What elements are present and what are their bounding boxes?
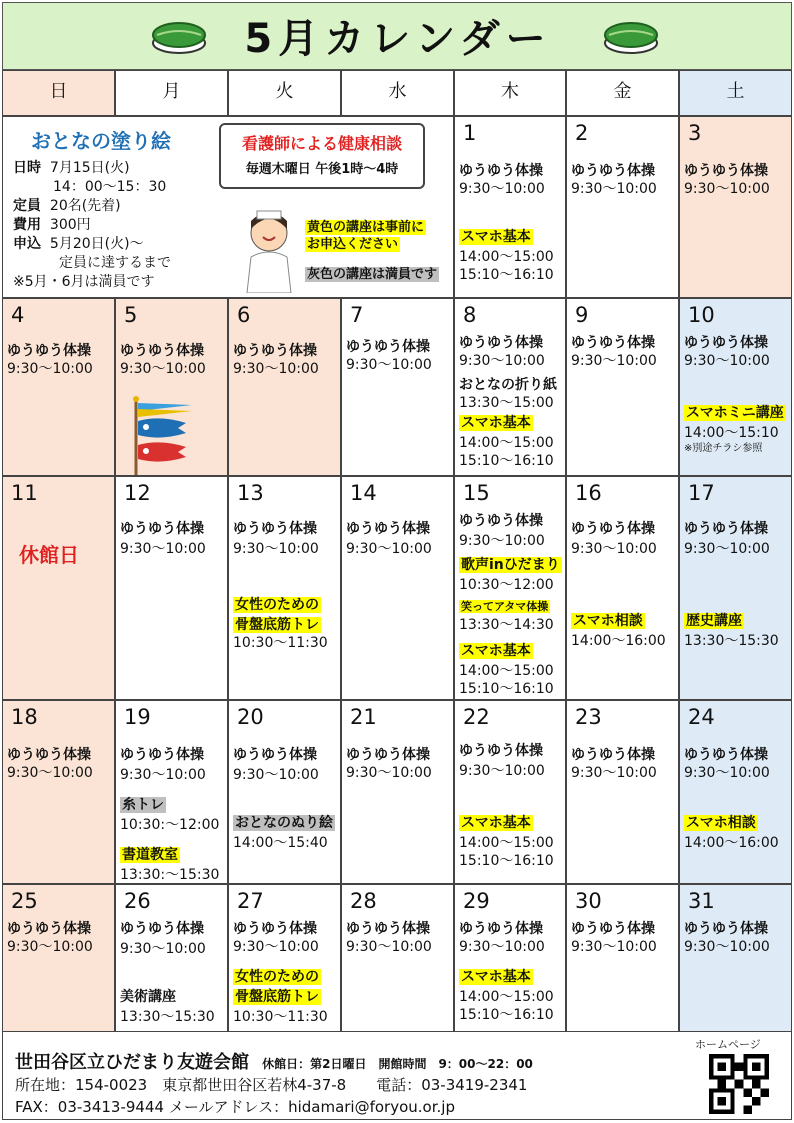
day-cell-15: [454, 476, 566, 700]
event-time: 13:30:～15:30: [120, 867, 220, 883]
event-name: ゆうゆう体操: [684, 747, 768, 763]
page-title: 5月カレンダー: [244, 16, 552, 62]
event-name: ゆうゆう体操: [459, 163, 543, 179]
day-cell-23: [566, 700, 679, 884]
footer: [2, 1032, 792, 1120]
day-number: 25: [11, 889, 38, 913]
event-time: 9:30～10:00: [346, 765, 432, 781]
coloring-title: おとなの塗り絵: [31, 129, 171, 153]
event-name: ゆうゆう体操: [120, 521, 204, 537]
event-name: スマホ相談: [573, 613, 643, 629]
weekday-thu: 木: [454, 70, 566, 116]
homepage-label: ホームページ: [695, 1038, 761, 1051]
event-time: 13:30～15:00: [459, 395, 554, 411]
event-name: ゆうゆう体操: [571, 521, 655, 537]
health-notice-box: [219, 123, 425, 189]
day-cell-21: [341, 700, 454, 884]
event-time: 9:30～10:00: [684, 353, 770, 369]
event-name: 女性のための: [235, 597, 319, 613]
day-cell-11: [2, 476, 115, 700]
event-name: 歌声inひだまり: [461, 557, 560, 573]
event-time: 15:10～16:10: [459, 681, 554, 697]
event-name: ゆうゆう体操: [571, 163, 655, 179]
day-number: 20: [237, 705, 264, 729]
event-time: 14:00～15:10: [684, 425, 779, 441]
event-name: ゆうゆう体操: [346, 747, 430, 763]
day-number: 5: [124, 303, 138, 327]
event-name: おとなのぬり絵: [235, 815, 333, 831]
event-name: スマホ基本: [461, 969, 531, 985]
event-time: 13:30～15:30: [684, 633, 779, 649]
event-time: 10:30～11:30: [233, 1009, 328, 1025]
footer-address: 所在地：154-0023 東京都世田谷区若林4-37-8 電話：03-3419-2341: [15, 1076, 528, 1094]
event-name: ゆうゆう体操: [346, 921, 430, 937]
event-time: 9:30～10:00: [346, 541, 432, 557]
event-time: 14:00～15:00: [459, 249, 554, 265]
event-time: 9:30～10:00: [7, 361, 93, 377]
event-name: 笑ってアタマ体操: [461, 600, 549, 613]
event-note: ※別途チラシ参照: [684, 443, 763, 454]
event-name: ゆうゆう体操: [684, 163, 768, 179]
event-time: 9:30～10:00: [233, 541, 319, 557]
event-time: 9:30～10:00: [346, 357, 432, 373]
day-number: 24: [688, 705, 715, 729]
calendar-grid: [2, 70, 792, 1032]
day-number: 3: [688, 121, 702, 145]
event-time: 14:00～15:00: [459, 989, 554, 1005]
event-time: 9:30～10:00: [684, 541, 770, 557]
event-name: ゆうゆう体操: [459, 335, 543, 351]
day-cell-30: [566, 884, 679, 1032]
yellow-legend: 黄色の講座は事前に お申込ください: [307, 220, 425, 252]
day-number: 16: [575, 481, 602, 505]
gray-legend: 灰色の講座は満員です: [307, 267, 438, 282]
weekday-mon: 月: [115, 70, 228, 116]
event-name: ゆうゆう体操: [459, 921, 543, 937]
event-name: 骨盤底筋トレ: [235, 617, 319, 633]
nurse-illustration: [239, 207, 303, 293]
event-time: 10:30～11:30: [233, 635, 328, 651]
day-cell-3: [679, 116, 792, 298]
event-name: スマホ相談: [686, 815, 756, 831]
footer-org-line: [15, 1048, 533, 1074]
day-cell-24: [679, 700, 792, 884]
event-name: 骨盤底筋トレ: [235, 989, 319, 1005]
event-time: 9:30～10:00: [571, 181, 657, 197]
event-time: 9:30～10:00: [7, 939, 93, 955]
event-time: 15:10～16:10: [459, 853, 554, 869]
day-number: 14: [350, 481, 377, 505]
event-time: 9:30～10:00: [571, 541, 657, 557]
day-number: 6: [237, 303, 251, 327]
health-notice-title: 看護師による健康相談: [241, 134, 402, 153]
event-name: 書道教室: [122, 847, 178, 863]
event-name: ゆうゆう体操: [7, 921, 91, 937]
day-cell-17: [679, 476, 792, 700]
day-number: 15: [463, 481, 490, 505]
day-cell-6: [228, 298, 341, 476]
day-number: 10: [688, 303, 715, 327]
event-name: ゆうゆう体操: [120, 921, 204, 937]
day-number: 28: [350, 889, 377, 913]
event-name: ゆうゆう体操: [684, 335, 768, 351]
event-name: ゆうゆう体操: [233, 343, 317, 359]
day-number: 22: [463, 705, 490, 729]
event-name: ゆうゆう体操: [7, 343, 91, 359]
carp-streamer-icon: [130, 395, 200, 475]
event-time: 15:10～16:10: [459, 453, 554, 469]
event-name: スマホ基本: [461, 229, 531, 245]
event-time: 9:30～10:00: [571, 765, 657, 781]
weekday-tue: 火: [228, 70, 341, 116]
event-time: 9:30～10:00: [571, 939, 657, 955]
event-name: ゆうゆう体操: [571, 335, 655, 351]
intro-panel: [2, 116, 454, 298]
event-time: 9:30～10:00: [7, 765, 93, 781]
event-time: 9:30～10:00: [120, 361, 206, 377]
day-cell-9: [566, 298, 679, 476]
day-cell-14: [341, 476, 454, 700]
event-name: 糸トレ: [122, 797, 164, 813]
event-time: 10:30:～12:00: [120, 817, 220, 833]
weekday-wed: 水: [341, 70, 454, 116]
day-cell-27: [228, 884, 341, 1032]
coloring-details: 日時 7月15日(火) 14：00～15：30 定員 20名(先着) 費用 300円 申込 5月20日(火)～ 定員に達するまで ※5月・6月は満員です: [13, 160, 171, 290]
day-cell-25: [2, 884, 115, 1032]
event-time: 14:00～16:00: [571, 633, 666, 649]
day-number: 26: [124, 889, 151, 913]
event-name: ゆうゆう体操: [684, 521, 768, 537]
day-cell-16: [566, 476, 679, 700]
day-cell-28: [341, 884, 454, 1032]
event-time: 13:30～15:30: [120, 1009, 215, 1025]
day-cell-31: [679, 884, 792, 1032]
footer-contact: FAX：03-3413-9444 メールアドレス：hidamari@foryou.or.jp: [15, 1098, 455, 1116]
event-name: ゆうゆう体操: [233, 921, 317, 937]
event-time: 9:30～10:00: [459, 181, 545, 197]
event-name: ゆうゆう体操: [571, 747, 655, 763]
event-name: ゆうゆう体操: [233, 521, 317, 537]
day-number: 18: [11, 705, 38, 729]
event-time: 14:00～16:00: [684, 835, 779, 851]
day-cell-26: [115, 884, 228, 1032]
day-cell-19: [115, 700, 228, 884]
weekday-sun: 日: [2, 70, 115, 116]
event-time: 10:30～12:00: [459, 577, 554, 593]
event-time: 9:30～10:00: [684, 765, 770, 781]
day-number: 1: [463, 121, 477, 145]
day-number: 7: [350, 303, 364, 327]
event-name: 美術講座: [120, 989, 176, 1005]
day-cell-8: [454, 298, 566, 476]
event-time: 9:30～10:00: [684, 181, 770, 197]
event-name: スマホ基本: [461, 415, 531, 431]
event-name: 歴史講座: [686, 613, 742, 629]
day-number: 29: [463, 889, 490, 913]
event-time: 9:30～10:00: [233, 361, 319, 377]
day-number: 9: [575, 303, 589, 327]
event-name: ゆうゆう体操: [233, 747, 317, 763]
day-number: 8: [463, 303, 477, 327]
event-time: 14:00～15:00: [459, 835, 554, 851]
event-time: 14:00～15:40: [233, 835, 328, 851]
event-time: 9:30～10:00: [120, 541, 206, 557]
opening-hours: 休館日：第2日曜日 開館時間 9：00～22：00: [262, 1057, 533, 1071]
event-time: 9:30～10:00: [233, 939, 319, 955]
event-name: スマホ基本: [461, 643, 531, 659]
event-name: ゆうゆう体操: [346, 339, 430, 355]
event-time: 9:30～10:00: [459, 939, 545, 955]
event-time: 15:10～16:10: [459, 1007, 554, 1023]
day-number: 12: [124, 481, 151, 505]
day-number: 19: [124, 705, 151, 729]
qr-code-icon[interactable]: [709, 1054, 769, 1114]
event-time: 9:30～10:00: [233, 767, 319, 783]
day-cell-29: [454, 884, 566, 1032]
event-time: 9:30～10:00: [459, 763, 545, 779]
event-name: 女性のための: [235, 969, 319, 985]
day-number: 31: [688, 889, 715, 913]
weekday-fri: 金: [566, 70, 679, 116]
day-cell-2: [566, 116, 679, 298]
event-name: ゆうゆう体操: [120, 747, 204, 763]
day-cell-7: [341, 298, 454, 476]
event-time: 9:30～10:00: [120, 941, 206, 957]
event-time: 15:10～16:10: [459, 267, 554, 283]
kashiwa-mochi-icon: [603, 19, 659, 55]
event-time: 13:30～14:30: [459, 617, 554, 633]
title-banner: [2, 2, 792, 70]
day-number: 13: [237, 481, 264, 505]
day-cell-10: [679, 298, 792, 476]
event-time: 9:30～10:00: [684, 939, 770, 955]
day-number: 30: [575, 889, 602, 913]
event-name: ゆうゆう体操: [346, 521, 430, 537]
day-cell-12: [115, 476, 228, 700]
day-number: 11: [11, 481, 38, 505]
event-name: ゆうゆう体操: [684, 921, 768, 937]
day-cell-22: [454, 700, 566, 884]
event-time: 9:30～10:00: [459, 353, 545, 369]
day-cell-1: [454, 116, 566, 298]
day-cell-20: [228, 700, 341, 884]
day-number: 21: [350, 705, 377, 729]
event-name: ゆうゆう体操: [120, 343, 204, 359]
day-number: 23: [575, 705, 602, 729]
event-name: ゆうゆう体操: [571, 921, 655, 937]
event-name: スマホ基本: [461, 815, 531, 831]
day-cell-5: [115, 298, 228, 476]
event-name: スマホミニ講座: [686, 405, 784, 421]
event-name: おとなの折り紙: [459, 377, 557, 393]
day-number: 4: [11, 303, 25, 327]
event-name: ゆうゆう体操: [459, 743, 543, 759]
event-time: 9:30～10:00: [346, 939, 432, 955]
day-number: 17: [688, 481, 715, 505]
health-notice-subtitle: 毎週木曜日 午後1時～4時: [245, 162, 399, 177]
event-time: 14:00～15:00: [459, 663, 554, 679]
event-time: 9:30～10:00: [459, 533, 545, 549]
day-number: 27: [237, 889, 264, 913]
weekday-sat: 土: [679, 70, 792, 116]
facility-name: 世田谷区立ひだまり友遊会館: [15, 1052, 249, 1073]
day-number: 2: [575, 121, 589, 145]
event-time: 9:30～10:00: [120, 767, 206, 783]
event-name: ゆうゆう体操: [7, 747, 91, 763]
event-time: 9:30～10:00: [571, 353, 657, 369]
closed-day-label: 休館日: [19, 543, 79, 567]
day-cell-13: [228, 476, 341, 700]
day-cell-4: [2, 298, 115, 476]
day-cell-18: [2, 700, 115, 884]
event-name: ゆうゆう体操: [459, 513, 543, 529]
event-time: 14:00～15:00: [459, 435, 554, 451]
